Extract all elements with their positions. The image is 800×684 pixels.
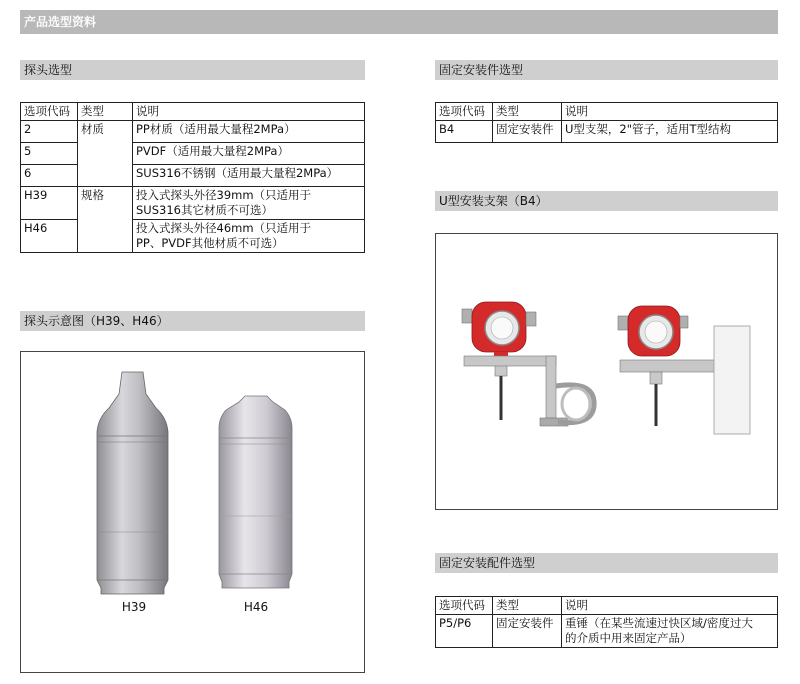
table-row <box>436 121 778 143</box>
cell-desc-line: 投入式探头外径46mm（只适用于 <box>136 221 312 235</box>
col-header-desc: 说明 <box>562 103 778 121</box>
table-row <box>21 187 365 220</box>
table-row <box>21 165 365 187</box>
table-row <box>21 143 365 165</box>
probe-label-h46: H46 <box>243 600 269 614</box>
table-header-row <box>436 103 778 121</box>
col-header-desc: 说明 <box>133 103 365 121</box>
probe-h46-icon <box>219 396 292 588</box>
u-bracket-figure <box>435 233 778 510</box>
cell-code: H46 <box>21 220 78 253</box>
cell-code: 5 <box>21 143 78 165</box>
wall-panel-icon <box>714 326 750 434</box>
cell-type: 规格 <box>78 187 133 253</box>
cell-code: B4 <box>436 121 493 143</box>
cell-desc-line: SUS316其它材质不可选） <box>136 203 273 217</box>
section-title-text: 固定安装件选型 <box>439 63 524 77</box>
col-header-code: 选项代码 <box>436 597 493 615</box>
col-header-type: 类型 <box>78 103 133 121</box>
section-title-probe <box>20 60 365 80</box>
page-title: 产品选型资料 <box>24 15 97 29</box>
probe-label-h39: H39 <box>121 600 147 614</box>
cell-desc <box>133 220 365 253</box>
cell-desc: PVDF（适用最大量程2MPa） <box>133 143 365 165</box>
probe-h39-icon <box>97 372 168 594</box>
u-bracket-illustration <box>436 234 777 509</box>
cell-code: P5/P6 <box>436 615 493 648</box>
table-row <box>21 220 365 253</box>
cell-type: 材质 <box>78 121 133 187</box>
cell-desc-line: PP、PVDF其他材质不可选） <box>136 236 284 250</box>
table-row <box>436 615 778 648</box>
col-header-desc: 说明 <box>562 597 778 615</box>
mounting-bracket-icon <box>464 356 594 426</box>
cell-desc <box>562 615 778 648</box>
page-header <box>20 10 778 34</box>
table-header-row <box>436 597 778 615</box>
section-title-text: 探头选型 <box>24 63 73 77</box>
cell-desc <box>133 187 365 220</box>
cell-desc-line: 投入式探头外径39mm（只适用于 <box>136 188 312 202</box>
cell-code: H39 <box>21 187 78 220</box>
cell-code: 2 <box>21 121 78 143</box>
cell-desc: PP材质（适用最大量程2MPa） <box>133 121 365 143</box>
col-header-code: 选项代码 <box>21 103 78 121</box>
section-title-text: 探头示意图（H39、H46） <box>24 314 169 328</box>
cell-code: 6 <box>21 165 78 187</box>
cell-type: 固定安装件 <box>493 121 562 143</box>
probe-selection-table <box>20 102 365 253</box>
col-header-type: 类型 <box>493 103 562 121</box>
section-title-text: U型安装支架（B4） <box>439 194 548 208</box>
cell-desc: SUS316不锈钢（适用最大量程2MPa） <box>133 165 365 187</box>
section-title-u-bracket <box>435 191 778 211</box>
cell-type: 固定安装件 <box>493 615 562 648</box>
section-title-bracket <box>435 60 778 80</box>
transmitter-icon <box>618 306 716 426</box>
section-title-accessory <box>435 553 778 573</box>
col-header-type: 类型 <box>493 597 562 615</box>
cell-desc-line: 重锤（在某些流速过快区域/密度过大 <box>565 616 753 630</box>
table-header-row <box>21 103 365 121</box>
section-title-probe-diagram <box>20 311 365 331</box>
probe-illustration <box>21 352 364 672</box>
table-row <box>21 121 365 143</box>
bracket-selection-table <box>435 102 778 143</box>
accessory-selection-table <box>435 596 778 648</box>
cell-desc: U型支架，2"管子，适用T型结构 <box>562 121 778 143</box>
cell-desc-line: 的介质中用来固定产品） <box>565 631 692 645</box>
col-header-code: 选项代码 <box>436 103 493 121</box>
section-title-text: 固定安装配件选型 <box>439 556 536 570</box>
probe-diagram-figure <box>20 351 365 673</box>
